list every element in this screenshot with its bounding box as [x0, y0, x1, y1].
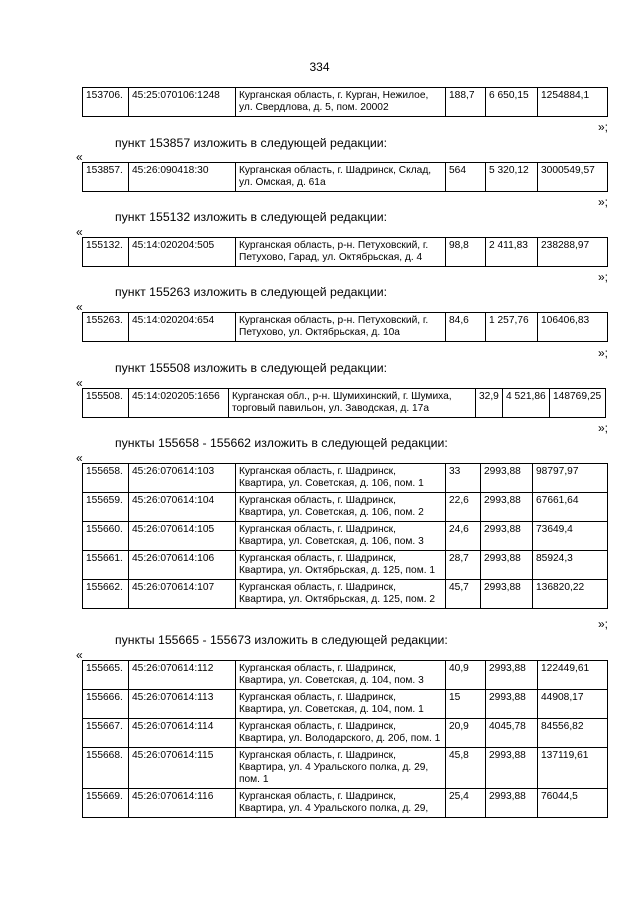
rate-cell: 2993,88	[486, 661, 538, 690]
property-table	[82, 237, 608, 267]
amendment-heading: пункт 155263 изложить в следующей редакции:	[115, 285, 388, 299]
value-cell: 238288,97	[538, 238, 608, 267]
page-number: 334	[309, 60, 330, 74]
table-row	[83, 580, 608, 609]
amendment-heading: пункт 155508 изложить в следующей редакции:	[115, 361, 388, 375]
address-cell: Курганская область, г. Шадринск, Квартира, ул. Октябрьская, д. 125, пом. 1	[236, 551, 446, 580]
cadastral-number-cell: 45:14:020204:654	[129, 313, 236, 342]
table-row	[83, 238, 608, 267]
close-quote-mark: »;	[598, 421, 609, 435]
item-number-cell: 155667.	[83, 719, 129, 748]
area-cell: 45,7	[446, 580, 481, 609]
rate-cell: 2993,88	[486, 789, 538, 818]
property-table	[82, 660, 608, 818]
item-number-cell: 155132.	[83, 238, 129, 267]
rate-cell: 2993,88	[481, 580, 533, 609]
rate-cell: 6 650,15	[486, 88, 538, 117]
area-cell: 15	[446, 690, 486, 719]
amendment-heading: пункты 155665 - 155673 изложить в следующей редакции:	[115, 633, 448, 647]
address-cell: Курганская область, г. Шадринск, Квартира, ул. 4 Уральского полка, д. 29,	[236, 789, 446, 818]
cadastral-number-cell: 45:26:070614:104	[129, 493, 236, 522]
property-table	[82, 162, 608, 192]
rate-cell: 4045,78	[486, 719, 538, 748]
table-row	[83, 690, 608, 719]
close-quote-mark: »;	[598, 617, 609, 631]
rate-cell: 5 320,12	[486, 163, 538, 192]
value-cell: 1254884,1	[538, 88, 608, 117]
cadastral-number-cell: 45:26:070614:112	[129, 661, 236, 690]
area-cell: 24,6	[446, 522, 481, 551]
item-number-cell: 155665.	[83, 661, 129, 690]
amendment-heading: пункты 155658 - 155662 изложить в следующей редакции:	[115, 436, 448, 450]
table-row	[83, 163, 608, 192]
rate-cell: 4 521,86	[503, 389, 550, 418]
value-cell: 3000549,57	[538, 163, 608, 192]
amendment-heading: пункт 155132 изложить в следующей редакции:	[115, 210, 388, 224]
cadastral-number-cell: 45:25:070106:1248	[129, 88, 236, 117]
rate-cell: 2993,88	[486, 748, 538, 789]
area-cell: 25,4	[446, 789, 486, 818]
property-table	[82, 463, 608, 609]
rate-cell: 2993,88	[481, 551, 533, 580]
open-quote-mark: «	[76, 376, 83, 390]
cadastral-number-cell: 45:26:070614:103	[129, 464, 236, 493]
address-cell: Курганская область, г. Шадринск, Склад, ул. Омская, д. 61а	[236, 163, 446, 192]
address-cell: Курганская обл., р-н. Шумихинский, г. Шумиха, торговый павильон, ул. Заводская, д. 17а	[229, 389, 476, 418]
value-cell: 148769,25	[550, 389, 606, 418]
address-cell: Курганская область, г. Шадринск, Квартира, ул. Советская, д. 106, пом. 1	[236, 464, 446, 493]
close-quote-mark: »;	[598, 120, 609, 134]
rate-cell: 2993,88	[481, 493, 533, 522]
rate-cell: 2993,88	[481, 522, 533, 551]
open-quote-mark: «	[76, 150, 83, 164]
amendment-heading: пункт 153857 изложить в следующей редакции:	[115, 136, 388, 150]
open-quote-mark: «	[76, 648, 83, 662]
cadastral-number-cell: 45:26:070614:107	[129, 580, 236, 609]
value-cell: 85924,3	[533, 551, 608, 580]
area-cell: 28,7	[446, 551, 481, 580]
rate-cell: 2 411,83	[486, 238, 538, 267]
value-cell: 136820,22	[533, 580, 608, 609]
property-table	[82, 388, 606, 418]
table-row	[83, 88, 608, 117]
address-cell: Курганская область, р-н. Петуховский, г. Петухово, ул. Октябрьская, д. 10а	[236, 313, 446, 342]
area-cell: 22,6	[446, 493, 481, 522]
cadastral-number-cell: 45:26:070614:115	[129, 748, 236, 789]
cadastral-number-cell: 45:26:070614:105	[129, 522, 236, 551]
cadastral-number-cell: 45:14:020205:1656	[129, 389, 229, 418]
item-number-cell: 155669.	[83, 789, 129, 818]
table-row	[83, 389, 606, 418]
cadastral-number-cell: 45:14:020204:505	[129, 238, 236, 267]
item-number-cell: 155659.	[83, 493, 129, 522]
area-cell: 188,7	[446, 88, 486, 117]
value-cell: 106406,83	[538, 313, 608, 342]
area-cell: 84,6	[446, 313, 486, 342]
value-cell: 67661,64	[533, 493, 608, 522]
table-row	[83, 748, 608, 789]
address-cell: Курганская область, г. Шадринск, Квартира, ул. 4 Уральского полка, д. 29, пом. 1	[236, 748, 446, 789]
close-quote-mark: »;	[598, 195, 609, 209]
item-number-cell: 155662.	[83, 580, 129, 609]
table-row	[83, 789, 608, 818]
table-row	[83, 719, 608, 748]
address-cell: Курганская область, г. Шадринск, Квартира, ул. Советская, д. 106, пом. 2	[236, 493, 446, 522]
rate-cell: 2993,88	[481, 464, 533, 493]
cadastral-number-cell: 45:26:070614:114	[129, 719, 236, 748]
item-number-cell: 155661.	[83, 551, 129, 580]
cadastral-number-cell: 45:26:070614:113	[129, 690, 236, 719]
rate-cell: 2993,88	[486, 690, 538, 719]
table-row	[83, 522, 608, 551]
property-table	[82, 87, 608, 117]
close-quote-mark: »;	[598, 270, 609, 284]
value-cell: 137119,61	[538, 748, 608, 789]
cadastral-number-cell: 45:26:070614:116	[129, 789, 236, 818]
open-quote-mark: «	[76, 300, 83, 314]
item-number-cell: 155658.	[83, 464, 129, 493]
table-row	[83, 313, 608, 342]
value-cell: 76044,5	[538, 789, 608, 818]
open-quote-mark: «	[76, 451, 83, 465]
address-cell: Курганская область, г. Курган, Нежилое, ул. Свердлова, д. 5, пом. 20002	[236, 88, 446, 117]
area-cell: 32,9	[476, 389, 503, 418]
address-cell: Курганская область, г. Шадринск, Квартира, ул. Советская, д. 106, пом. 3	[236, 522, 446, 551]
area-cell: 45,8	[446, 748, 486, 789]
address-cell: Курганская область, р-н. Петуховский, г. Петухово, Гарад, ул. Октябрьская, д. 4	[236, 238, 446, 267]
area-cell: 33	[446, 464, 481, 493]
cadastral-number-cell: 45:26:090418:30	[129, 163, 236, 192]
area-cell: 20,9	[446, 719, 486, 748]
address-cell: Курганская область, г. Шадринск, Квартира, ул. Советская, д. 104, пом. 1	[236, 690, 446, 719]
rate-cell: 1 257,76	[486, 313, 538, 342]
table-row	[83, 493, 608, 522]
address-cell: Курганская область, г. Шадринск, Квартира, ул. Советская, д. 104, пом. 3	[236, 661, 446, 690]
property-table	[82, 312, 608, 342]
value-cell: 98797,97	[533, 464, 608, 493]
table-row	[83, 551, 608, 580]
item-number-cell: 155666.	[83, 690, 129, 719]
item-number-cell: 155508.	[83, 389, 129, 418]
close-quote-mark: »;	[598, 346, 609, 360]
area-cell: 564	[446, 163, 486, 192]
value-cell: 73649,4	[533, 522, 608, 551]
area-cell: 40,9	[446, 661, 486, 690]
value-cell: 84556,82	[538, 719, 608, 748]
item-number-cell: 153857.	[83, 163, 129, 192]
item-number-cell: 155668.	[83, 748, 129, 789]
address-cell: Курганская область, г. Шадринск, Квартира, ул. Володарского, д. 20б, пом. 1	[236, 719, 446, 748]
item-number-cell: 153706.	[83, 88, 129, 117]
value-cell: 122449,61	[538, 661, 608, 690]
value-cell: 44908,17	[538, 690, 608, 719]
table-row	[83, 464, 608, 493]
item-number-cell: 155660.	[83, 522, 129, 551]
cadastral-number-cell: 45:26:070614:106	[129, 551, 236, 580]
address-cell: Курганская область, г. Шадринск, Квартира, ул. Октябрьская, д. 125, пом. 2	[236, 580, 446, 609]
item-number-cell: 155263.	[83, 313, 129, 342]
open-quote-mark: «	[76, 225, 83, 239]
table-row	[83, 661, 608, 690]
area-cell: 98,8	[446, 238, 486, 267]
